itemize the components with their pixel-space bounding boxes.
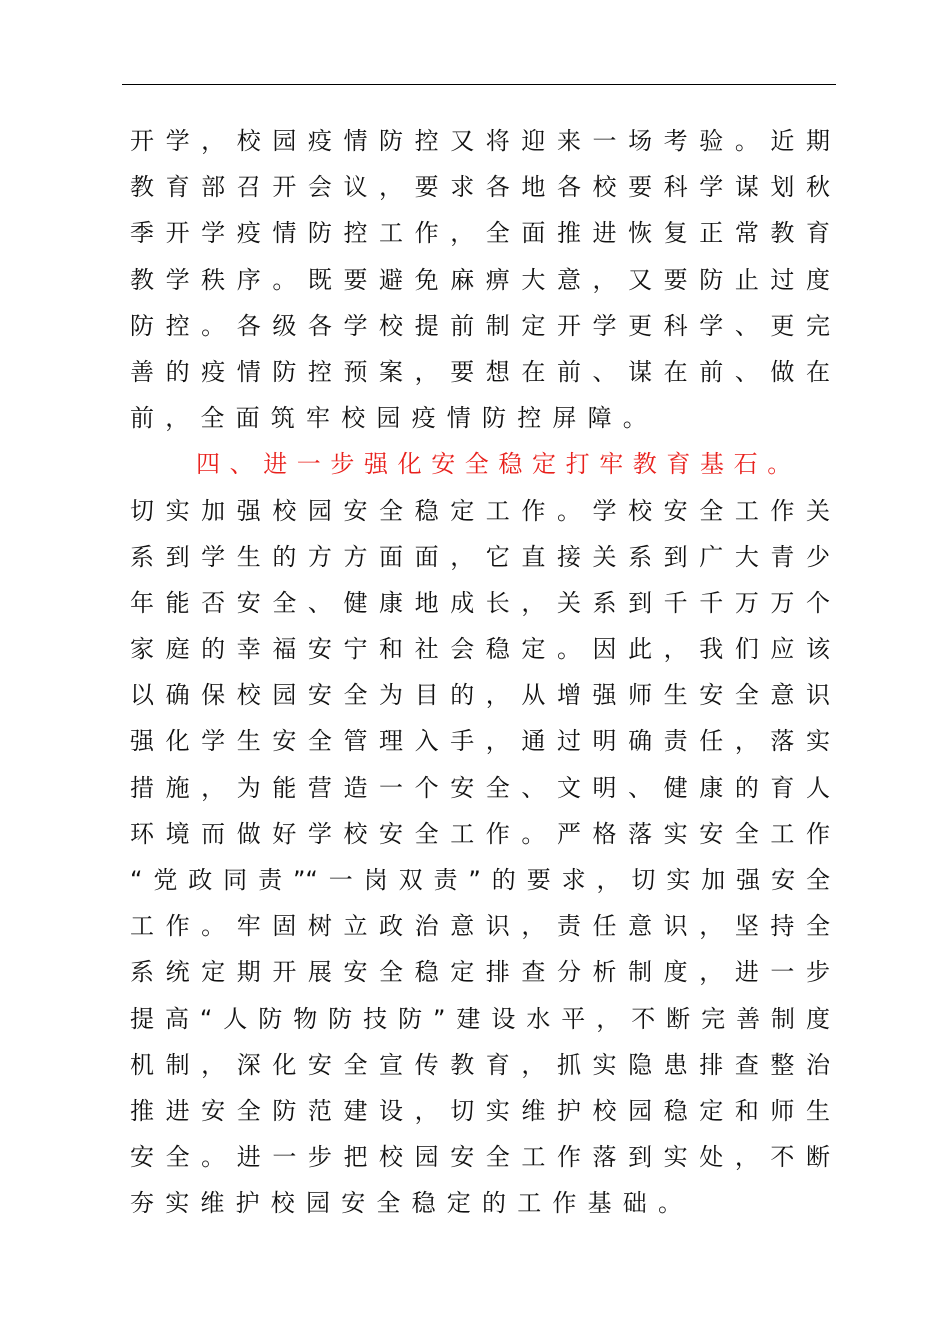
- text-line: 以确保校园安全为目的，从增强师生安全意识: [130, 681, 830, 710]
- text-line: 季开学疫情防控工作，全面推进恢复正常教育: [130, 219, 830, 248]
- text-line: 机制，深化安全宣传教育，抓实隐患排查整治: [130, 1050, 830, 1079]
- text-line: 教育部召开会议，要求各地各校要科学谋划秋: [130, 173, 830, 202]
- text-line: 推进安全防范建设，切实维护校园稳定和师生: [130, 1096, 830, 1125]
- text-line: 提高“人防物防技防”建设水平，不断完善制度: [130, 1004, 830, 1033]
- header-rule: [122, 84, 836, 85]
- text-line: 夯实维护校园安全稳定的工作基础。: [130, 1189, 694, 1218]
- paragraph-campus-safety: [130, 488, 830, 1227]
- text-line: 安全。进一步把校园安全工作落到实处，不断: [130, 1143, 830, 1172]
- text-line: 教学秩序。既要避免麻痹大意，又要防止过度: [130, 265, 830, 294]
- text-line: 年能否安全、健康地成长，关系到千千万万个: [130, 588, 830, 617]
- text-line: 环境而做好学校安全工作。严格落实安全工作: [130, 819, 830, 848]
- text-line: 措施，为能营造一个安全、文明、健康的育人: [130, 773, 830, 802]
- text-line: 系统定期开展安全稳定排查分析制度，进一步: [130, 958, 830, 987]
- text-line: 前，全面筑牢校园疫情防控屏障。: [130, 404, 658, 433]
- text-line: 切实加强校园安全稳定工作。学校安全工作关: [130, 496, 830, 525]
- document-body: [130, 118, 830, 1227]
- paragraph-epidemic-prevention: [130, 118, 830, 441]
- text-line: 善的疫情防控预案，要想在前、谋在前、做在: [130, 357, 830, 386]
- text-line: “党政同责”“一岗双责”的要求，切实加强安全: [130, 866, 830, 894]
- section-heading: 四、进一步强化安全稳定打牢教育基石。: [196, 450, 801, 479]
- text-line: 开学，校园疫情防控又将迎来一场考验。近期: [130, 127, 830, 155]
- text-line: 防控。各级各学校提前制定开学更科学、更完: [130, 311, 830, 340]
- text-line: 强化学生安全管理入手，通过明确责任，落实: [130, 727, 830, 756]
- text-line: 工作。牢固树立政治意识，责任意识，坚持全: [130, 912, 830, 941]
- text-line: 家庭的幸福安宁和社会稳定。因此，我们应该: [130, 635, 830, 664]
- text-line: 系到学生的方方面面，它直接关系到广大青少: [130, 542, 830, 571]
